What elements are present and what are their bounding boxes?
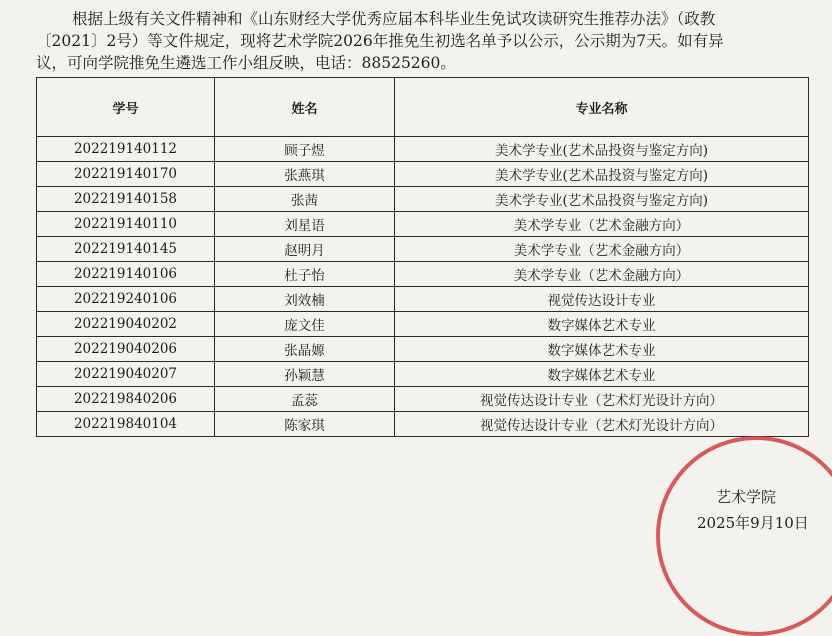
intro-line-2: 〔2021〕2号）等文件规定，现将艺术学院2026年推免生初选名单予以公示，公示期为7天。如有异 <box>36 32 724 50</box>
cell-major: 视觉传达设计专业 <box>395 287 809 312</box>
candidate-table <box>36 77 809 437</box>
cell-student-id: 202219140170 <box>37 162 215 187</box>
cell-name: 赵明月 <box>215 237 395 262</box>
header-student-id: 学号 <box>37 78 215 137</box>
table-row <box>37 212 809 237</box>
table-row <box>37 412 809 437</box>
cell-name: 陈家琪 <box>215 412 395 437</box>
signature-date: 2025年9月10日 <box>697 514 809 532</box>
header-major: 专业名称 <box>395 78 809 137</box>
cell-student-id: 202219040207 <box>37 362 215 387</box>
cell-major: 美术学专业(艺术品投资与鉴定方向) <box>395 187 809 212</box>
cell-name: 孟蕊 <box>215 387 395 412</box>
cell-student-id: 202219040206 <box>37 337 215 362</box>
cell-name: 张晶嫄 <box>215 337 395 362</box>
table-row <box>37 262 809 287</box>
table-row <box>37 287 809 312</box>
table-row <box>37 137 809 162</box>
intro-line-3: 议，可向学院推免生遴选工作小组反映，电话：88525260。 <box>36 54 456 72</box>
table-row <box>37 187 809 212</box>
cell-major: 数字媒体艺术专业 <box>395 337 809 362</box>
cell-major: 美术学专业（艺术金融方向） <box>395 237 809 262</box>
table-header-row <box>37 78 809 137</box>
table-row <box>37 387 809 412</box>
cell-major: 美术学专业(艺术品投资与鉴定方向) <box>395 162 809 187</box>
cell-name: 庞文佳 <box>215 312 395 337</box>
table-row <box>37 312 809 337</box>
cell-student-id: 202219840206 <box>37 387 215 412</box>
cell-name: 顾子煜 <box>215 137 395 162</box>
cell-major: 美术学专业（艺术金融方向） <box>395 262 809 287</box>
table-row <box>37 337 809 362</box>
table-row <box>37 162 809 187</box>
cell-name: 刘效楠 <box>215 287 395 312</box>
cell-name: 杜子怡 <box>215 262 395 287</box>
cell-student-id: 202219240106 <box>37 287 215 312</box>
table-row <box>37 362 809 387</box>
intro-paragraph <box>36 8 826 74</box>
cell-major: 数字媒体艺术专业 <box>395 362 809 387</box>
cell-student-id: 202219140106 <box>37 262 215 287</box>
cell-student-id: 202219040202 <box>37 312 215 337</box>
signature-org: 艺术学院 <box>716 488 777 506</box>
cell-major: 数字媒体艺术专业 <box>395 312 809 337</box>
header-name: 姓名 <box>215 78 395 137</box>
intro-line-1: 根据上级有关文件精神和《山东财经大学优秀应届本科毕业生免试攻读研究生推荐办法》（政教 <box>72 10 716 28</box>
cell-name: 张燕琪 <box>215 162 395 187</box>
cell-name: 孙颖慧 <box>215 362 395 387</box>
cell-student-id: 202219140158 <box>37 187 215 212</box>
cell-major: 美术学专业（艺术金融方向） <box>395 212 809 237</box>
cell-student-id: 202219140110 <box>37 212 215 237</box>
cell-name: 张茜 <box>215 187 395 212</box>
cell-student-id: 202219140145 <box>37 237 215 262</box>
table-body <box>37 137 809 437</box>
cell-major: 美术学专业(艺术品投资与鉴定方向) <box>395 137 809 162</box>
cell-major: 视觉传达设计专业（艺术灯光设计方向） <box>395 412 809 437</box>
cell-student-id: 202219140112 <box>37 137 215 162</box>
cell-student-id: 202219840104 <box>37 412 215 437</box>
cell-name: 刘星语 <box>215 212 395 237</box>
table-row <box>37 237 809 262</box>
cell-major: 视觉传达设计专业（艺术灯光设计方向） <box>395 387 809 412</box>
